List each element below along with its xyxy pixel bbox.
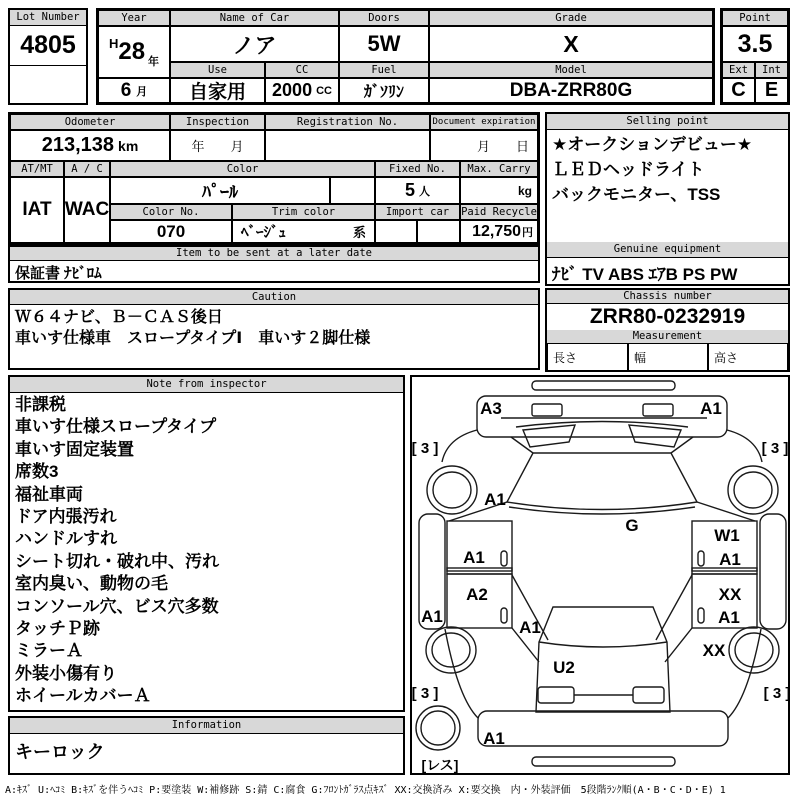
damage-code-legend: A:ｷｽﾞ U:ﾍｺﾐ B:ｷｽﾞを伴うﾍｺﾐ P:要塗装 W:補修跡 S:錆 C:腐食 G:ﾌﾛﾝﾄｶﾞﾗｽ点ｷｽﾞ XX:交換済み X:要交換 内・外装評価 5段階ﾗﾝｸ順(A・B・C・D・E) 1 [5, 785, 726, 796]
selling-point-line: ★オークションデビュー★ [552, 135, 753, 154]
cc-unit: CC [316, 84, 332, 97]
odometer-unit: km [118, 137, 139, 154]
spare-tire-marker: [レス] [421, 757, 459, 773]
inspector-note-line: 外装小傷有り [15, 663, 117, 683]
color-no-value: 070 [110, 220, 232, 243]
right-headlight [629, 425, 681, 447]
vehicle-header-table [96, 8, 715, 105]
lot-number-value: 4805 [10, 25, 86, 66]
genuine-equipment-value: ﾅﾋﾞ TV ABS ｴｱB PS PW [552, 265, 738, 284]
int-header: Int [755, 62, 788, 78]
cc-header: CC [265, 62, 339, 78]
item-later-box [8, 245, 540, 283]
rear-left-tire [426, 627, 476, 673]
inspector-note-line: ドア内張汚れ [15, 507, 117, 527]
ext-header: Ext [722, 62, 755, 78]
paid-recycle-unit: 円 [522, 226, 533, 239]
front-bumper [477, 396, 727, 437]
ac-header: A / C [64, 161, 110, 177]
rear-molding [532, 757, 675, 766]
cc-value-cell [265, 78, 339, 103]
month-value-cell [98, 78, 170, 103]
chassis-box [545, 288, 790, 372]
damage-marker: A1 [463, 548, 485, 567]
inspector-note-line: 車いす固定装置 [15, 439, 134, 459]
inspector-note-line: 室内臭い、動物の毛 [15, 574, 168, 594]
lot-number-box [8, 8, 88, 105]
license-plate [538, 687, 574, 703]
inspection-value: 年 月 [170, 130, 265, 161]
fuel-value: ｶﾞｿﾘﾝ [339, 78, 429, 103]
paid-recycle-value: 12,750 [472, 222, 521, 240]
damage-marker: A1 [718, 608, 740, 627]
fixed-no-header: Fixed No. [375, 161, 460, 177]
damage-marker: A3 [480, 399, 502, 418]
doc-expiration-header: Document expiration [430, 114, 538, 130]
inspector-note-header: Note from inspector [10, 377, 403, 393]
damage-markers [412, 399, 788, 773]
inspector-note-line: シート切れ・破れ中、汚れ [15, 551, 219, 571]
lot-number-header: Lot Number [10, 10, 86, 26]
damage-marker: XX [702, 641, 726, 660]
genuine-equipment-header: Genuine equipment [547, 242, 788, 258]
selling-point-line: バックモニター、TSS [552, 185, 721, 204]
odometer-value: 213,138 [41, 134, 115, 156]
measurement-height-label: 高さ [708, 343, 788, 371]
year-value: 28 [118, 38, 146, 65]
caution-line: 車いす仕様車 スロープタイプⅠ 車いす２脚仕様 [15, 330, 371, 347]
month-value: 6 [120, 79, 132, 101]
import-car-cell-2 [417, 220, 460, 243]
model-value: DBA-ZRR80G [429, 78, 713, 103]
door-handle [501, 608, 507, 623]
model-header: Model [429, 62, 713, 78]
tire-depth-marker: [ 3 ] [412, 440, 439, 457]
item-later-header: Item to be sent at a later date [10, 247, 538, 261]
point-header: Point [722, 10, 788, 26]
measurement-header: Measurement [547, 330, 788, 344]
trim-color-value-cell [232, 220, 375, 243]
fixed-no-unit: 人 [419, 185, 430, 198]
inspector-note-box [8, 375, 405, 712]
item-later-value: 保証書 ﾅﾋﾞﾛﾑ [15, 265, 102, 282]
front-left-tire [427, 466, 477, 514]
lot-number-empty-cell [10, 66, 86, 103]
inspection-header: Inspection [170, 114, 265, 130]
trim-color-value: ﾍﾞｰｼﾞｭ [241, 224, 287, 241]
inspector-note-line: 非課税 [15, 395, 66, 414]
doors-header: Doors [339, 10, 429, 26]
damage-marker: A1 [483, 729, 505, 748]
door-handle [698, 608, 704, 623]
information-header: Information [10, 718, 403, 734]
inspector-note-line: タッチＰ跡 [15, 619, 100, 639]
inspector-note-line: 車いす仕様スロープタイプ [15, 417, 217, 437]
car-outline [416, 381, 786, 766]
front-molding [532, 381, 675, 390]
damage-marker: A1 [700, 399, 722, 418]
details-table [8, 112, 540, 245]
year-era: H [108, 35, 119, 51]
rear-right-tire [729, 627, 779, 673]
use-header: Use [170, 62, 265, 78]
rear-bumper [478, 711, 728, 746]
odometer-header: Odometer [10, 114, 170, 130]
damage-diagram-box [410, 375, 790, 775]
tire-depth-marker: [ 3 ] [761, 440, 788, 457]
point-box [720, 8, 790, 105]
import-car-cell-1 [375, 220, 417, 243]
fixed-no-value-cell [375, 177, 460, 204]
use-value: 自家用 [170, 78, 265, 103]
door-handle [698, 551, 704, 566]
doors-value: 5W [339, 26, 429, 62]
color-extra-cell [330, 177, 375, 204]
damage-marker: A1 [421, 607, 443, 626]
color-header: Color [110, 161, 375, 177]
grade-value: X [429, 26, 713, 62]
inspector-note-line: コンソール穴、ビス穴多数 [15, 596, 219, 616]
max-carry-value: kg [460, 177, 538, 204]
doc-expiration-value: 月 日 [430, 130, 538, 161]
cc-value: 2000 [272, 80, 313, 100]
fuel-header: Fuel [339, 62, 429, 78]
grade-header: Grade [429, 10, 713, 26]
inspector-note-line: 席数3 [15, 462, 59, 482]
front-right-tire [728, 466, 778, 514]
left-headlight [523, 425, 575, 447]
damage-marker: A1 [484, 490, 506, 509]
at-mt-value: IAT [10, 177, 64, 243]
inspector-note-line: 福祉車両 [15, 484, 83, 504]
damage-marker: A2 [466, 585, 488, 604]
paid-recycle-value-cell [460, 220, 538, 243]
damage-marker: W1 [714, 526, 740, 545]
information-value: キーロック [15, 742, 105, 762]
int-grade-value: E [755, 78, 788, 103]
car-top-view-diagram [412, 377, 788, 773]
spare-tire [416, 706, 460, 750]
chassis-header: Chassis number [547, 290, 788, 304]
ext-grade-value: C [722, 78, 755, 103]
inspector-note-line: ハンドルすれ [15, 529, 117, 549]
inspector-note-line: ホイールカバーＡ [15, 686, 151, 706]
measurement-width-label: 幅 [628, 343, 708, 371]
trim-color-suffix: 系 [352, 225, 366, 240]
point-value: 3.5 [722, 26, 788, 62]
color-no-header: Color No. [110, 204, 232, 220]
at-mt-header: AT/MT [10, 161, 64, 177]
registration-value [265, 130, 430, 161]
year-value-cell [98, 26, 170, 78]
ac-value: WAC [64, 177, 110, 243]
max-carry-header: Max. Carry [460, 161, 538, 177]
name-of-car-value: ノア [170, 26, 339, 62]
selling-point-header: Selling point [547, 114, 788, 130]
information-box [8, 716, 405, 775]
tire-depth-marker: [ 3 ] [763, 685, 788, 702]
chassis-value: ZRR80-0232919 [547, 303, 788, 331]
name-of-car-header: Name of Car [170, 10, 339, 26]
import-car-header: Import car [375, 204, 460, 220]
door-handle [501, 551, 507, 566]
damage-marker: A1 [719, 550, 741, 569]
month-unit: 月 [136, 85, 148, 98]
color-value: ﾊﾟｰﾙ [110, 177, 330, 204]
damage-marker: U2 [553, 658, 575, 677]
paid-recycle-header: Paid Recycle [461, 206, 537, 218]
trim-color-header: Trim color [232, 204, 375, 220]
tire-depth-marker: [ 3 ] [412, 685, 439, 702]
right-rocker [760, 514, 786, 629]
fixed-no-value: 5 [404, 180, 415, 200]
caution-box [8, 288, 540, 370]
registration-header: Registration No. [265, 114, 430, 130]
caution-header: Caution [10, 290, 538, 305]
damage-marker: A1 [519, 618, 541, 637]
inspector-note-line: ミラーＡ [15, 641, 83, 661]
selling-point-box [545, 112, 790, 286]
damage-marker: XX [718, 585, 742, 604]
caution-line: Ｗ６４ナビ、Ｂ－ＣＡＳ後日 [15, 309, 223, 326]
damage-marker: G [625, 516, 639, 535]
measurement-length-label: 長さ [547, 343, 628, 371]
windshield [507, 453, 697, 510]
year-unit: 年 [148, 56, 160, 68]
selling-point-line: ＬＥＤヘッドライト [552, 160, 705, 179]
odometer-value-cell [10, 130, 170, 161]
year-header: Year [98, 10, 170, 26]
